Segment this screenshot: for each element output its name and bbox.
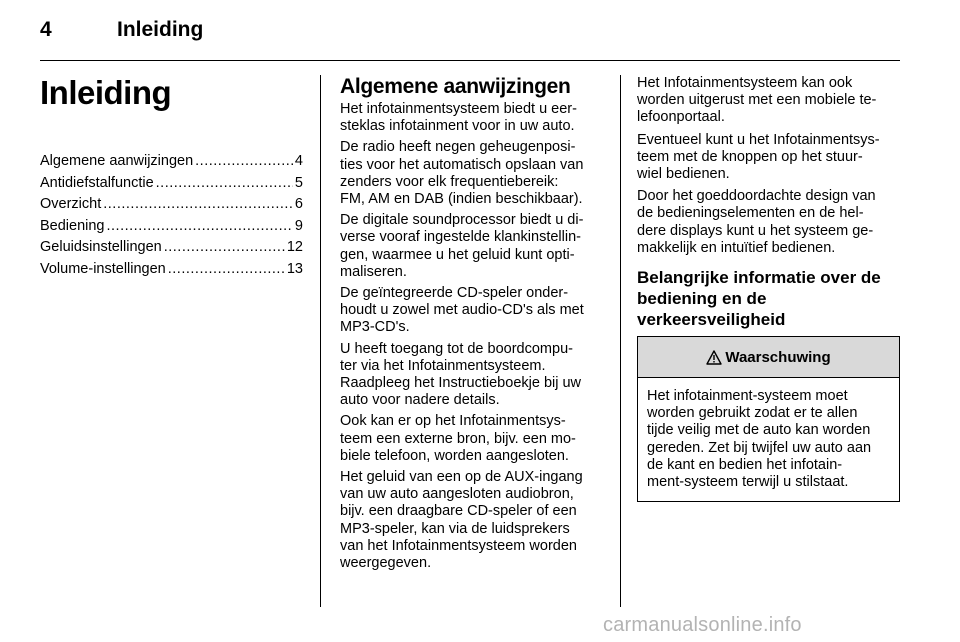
warning-text: Het infotainment-systeem moet worden gebruikt zodat er te allen tijde veilig met de auto kan worden gereden. Zet bij twijfel uw auto aan de kant en bedien het infotain- ment-systeem terwijl u stilstaat. xyxy=(647,388,872,491)
toc-entry[interactable] xyxy=(40,151,303,173)
toc-entry[interactable] xyxy=(40,216,303,238)
page-number: 4 xyxy=(40,18,52,41)
toc-page: 4 xyxy=(294,153,303,169)
warning-header xyxy=(638,337,899,378)
toc-page: 5 xyxy=(294,174,303,191)
general-info-column xyxy=(340,75,603,576)
paragraph: Het infotainmentsysteem biedt u eer- steklas infotainment voor in uw auto. xyxy=(340,101,577,135)
toc-page: 6 xyxy=(294,196,303,212)
paragraph: U heeft toegang tot de boordcompu- ter via het Infotainmentsysteem. Raadpleeg het Instructieboekje bij uw auto voor nadere details. xyxy=(340,340,582,409)
toc-entry[interactable] xyxy=(40,237,303,259)
paragraph: Eventueel kunt u het Infotainmentsys- teem met de knoppen op het stuur- wiel bedienen. xyxy=(637,131,880,183)
section-heading: Algemene aanwijzingen xyxy=(340,75,571,98)
paragraph: De geïntegreerde CD-speler onder- houdt u zowel met audio-CD's als met MP3-CD's. xyxy=(340,285,584,336)
toc-label: Algemene aanwijzingen xyxy=(40,153,194,169)
toc-page: 13 xyxy=(286,260,303,277)
warning-title: Waarschuwing xyxy=(725,348,831,366)
watermark: carmanualsonline.info xyxy=(603,614,802,636)
paragraph: Ook kan er op het Infotainmentsys- teem een externe bron, bijv. een mo- biele telefoon, worden aangesloten. xyxy=(340,413,576,464)
paragraph: Door het goeddoordachte design van de bedieningselementen en de hel- dere displays kunt u het systeem ge- makkelijk en intuïtief bedienen. xyxy=(637,188,876,256)
header-title: Inleiding xyxy=(117,18,204,41)
header-rule xyxy=(40,60,900,61)
toc-entry[interactable] xyxy=(40,173,303,195)
paragraph: De radio heeft negen geheugenposi- ties voor het automatisch opslaan van zenders voor elk frequentiebereik: FM, AM en DAB (indien beschikbaar). xyxy=(340,139,584,208)
toc-entry[interactable] xyxy=(40,194,303,216)
paragraph: De digitale soundprocessor biedt u di- verse vooraf ingestelde klankinstellin- gen, waarmee u het geluid kunt opti- maliseren. xyxy=(340,212,584,280)
toc-leader xyxy=(168,259,285,281)
column-divider-2 xyxy=(620,75,621,607)
toc-entry[interactable] xyxy=(40,259,303,281)
table-of-contents xyxy=(40,151,303,280)
toc-leader xyxy=(164,237,285,259)
toc-leader xyxy=(195,151,293,173)
toc-page: 9 xyxy=(294,217,303,234)
main-title: Inleiding xyxy=(40,74,172,111)
right-column xyxy=(637,75,900,502)
warning-body xyxy=(638,378,899,501)
toc-page: 12 xyxy=(286,239,303,255)
toc-label: Geluidsinstellingen xyxy=(40,239,162,255)
toc-label: Antidiefstalfunctie xyxy=(40,174,154,191)
toc-label: Overzicht xyxy=(40,196,102,212)
toc-label: Bediening xyxy=(40,217,105,234)
column-divider-1 xyxy=(320,75,321,607)
safety-subheading: Belangrijke informatie over de bediening en de verkeersveiligheid xyxy=(637,268,881,330)
toc-label: Volume-instellingen xyxy=(40,260,166,277)
toc-leader xyxy=(156,173,293,195)
toc-leader xyxy=(103,194,293,216)
warning-triangle-icon xyxy=(706,350,722,365)
paragraph: Het Infotainmentsysteem kan ook worden uitgerust met een mobiele te- lefoonportaal. xyxy=(637,75,877,126)
warning-box xyxy=(637,336,900,502)
paragraph: Het geluid van een op de AUX-ingang van uw auto aangesloten audiobron, bijv. een draagbare CD-speler of een MP3-speler, kan via de luidsprekers van het Infotainmentsysteem worden weergegeven. xyxy=(340,469,583,572)
toc-column xyxy=(40,75,303,280)
toc-leader xyxy=(107,216,293,238)
